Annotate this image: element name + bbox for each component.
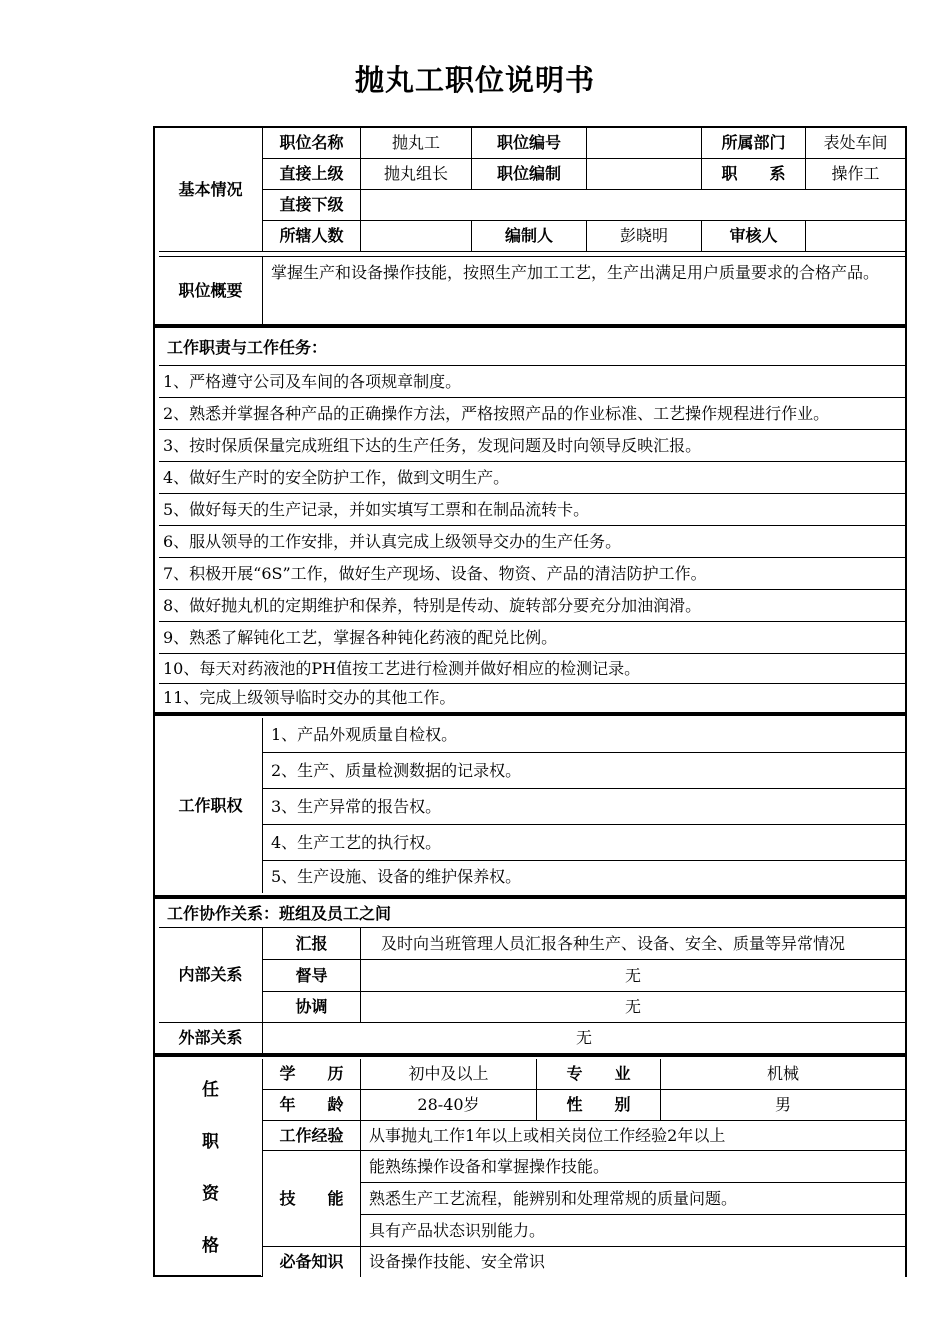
skill-item-1: 能熟练操作设备和掌握操作技能。 (361, 1151, 905, 1183)
authority-table (153, 714, 907, 897)
coordinate-text: 无 (361, 992, 905, 1023)
qualification-label (159, 1059, 263, 1277)
superior-label: 直接上级 (263, 159, 361, 190)
department-value: 表处车间 (806, 128, 905, 159)
duty-item-10: 10、每天对药液池的PH值按工艺进行检测并做好相应的检测记录。 (159, 654, 905, 684)
major-label: 专 业 (537, 1059, 661, 1090)
report-label: 汇报 (263, 928, 361, 960)
staffing-label: 职位编制 (472, 159, 587, 190)
duty-item-6: 6、服从领导的工作安排，并认真完成上级领导交办的生产任务。 (159, 526, 905, 558)
gender-value: 男 (661, 1090, 905, 1121)
external-relation-text: 无 (575, 1028, 592, 1047)
major-value: 机械 (661, 1059, 905, 1090)
position-name-label: 职位名称 (263, 128, 361, 159)
reviewer-label: 审核人 (702, 221, 806, 252)
basic-info-table (153, 126, 907, 326)
series-label: 职 系 (702, 159, 806, 190)
qualification-label-char-2: 职 (202, 1131, 219, 1152)
duties-header: 工作职责与工作任务： (159, 330, 905, 366)
subordinate-label: 直接下级 (263, 190, 361, 221)
knowledge-label: 必备知识 (263, 1247, 361, 1277)
superior-value: 抛丸组长 (361, 159, 472, 190)
gender-label: 性 别 (537, 1090, 661, 1121)
duty-item-4: 4、做好生产时的安全防护工作，做到文明生产。 (159, 462, 905, 494)
cooperation-table (153, 897, 907, 1055)
reviewer-value (806, 221, 905, 252)
external-relation-label: 外部关系 (159, 1023, 263, 1053)
series-value: 操作工 (806, 159, 905, 190)
supervise-text: 无 (361, 960, 905, 992)
author-value: 彭晓明 (587, 221, 702, 252)
internal-relation-label: 内部关系 (159, 928, 263, 1023)
duty-item-9: 9、熟悉了解钝化工艺，掌握各种钝化药液的配兑比例。 (159, 622, 905, 654)
age-value: 28-40岁 (361, 1090, 537, 1121)
knowledge-value: 设备操作技能、安全常识 (369, 1252, 546, 1271)
experience-value: 从事抛丸工作1年以上或相关岗位工作经验2年以上 (361, 1121, 905, 1151)
experience-label: 工作经验 (263, 1121, 361, 1151)
position-code-label: 职位编号 (472, 128, 587, 159)
overview-label: 职位概要 (159, 256, 263, 324)
report-text: 及时向当班管理人员汇报各种生产、设备、安全、质量等异常情况 (361, 928, 905, 960)
education-value: 初中及以上 (361, 1059, 537, 1090)
authority-item-5: 5、生产设施、设备的维护保养权。 (271, 867, 522, 886)
position-code-value (587, 128, 702, 159)
coordinate-label: 协调 (263, 992, 361, 1023)
duty-item-3: 3、按时保质保量完成班组下达的生产任务，发现问题及时向领导反映汇报。 (159, 430, 905, 462)
overview-text: 掌握生产和设备操作技能，按照生产加工工艺，生产出满足用户质量要求的合格产品。 (263, 256, 905, 324)
duty-item-1: 1、严格遵守公司及车间的各项规章制度。 (159, 366, 905, 398)
skills-label: 技 能 (263, 1151, 361, 1247)
qualification-table (153, 1055, 907, 1277)
document-title: 抛丸工职位说明书 (354, 63, 595, 97)
author-label: 编制人 (472, 221, 587, 252)
authority-item-1: 1、产品外观质量自检权。 (263, 718, 905, 753)
headcount-label: 所辖人数 (263, 221, 361, 252)
staffing-value (587, 159, 702, 190)
duty-item-2: 2、熟悉并掌握各种产品的正确操作方法，严格按照产品的作业标准、工艺操作规程进行作业。 (159, 398, 905, 430)
qualification-label-char-3: 资 (202, 1183, 219, 1204)
authority-label: 工作职权 (159, 718, 263, 893)
authority-item-2: 2、生产、质量检测数据的记录权。 (263, 753, 905, 789)
duty-item-7: 7、积极开展“6S”工作，做好生产现场、设备、物资、产品的清洁防护工作。 (159, 558, 905, 590)
headcount-value (361, 221, 472, 252)
duty-item-8: 8、做好抛丸机的定期维护和保养，特别是传动、旋转部分要充分加油润滑。 (159, 590, 905, 622)
authority-item-4: 4、生产工艺的执行权。 (263, 825, 905, 861)
skill-item-2: 熟悉生产工艺流程，能辨别和处理常规的质量问题。 (361, 1183, 905, 1215)
department-label: 所属部门 (702, 128, 806, 159)
age-label: 年 龄 (263, 1090, 361, 1121)
skill-item-3: 具有产品状态识别能力。 (361, 1215, 905, 1247)
cooperation-header: 工作协作关系：班组及员工之间 (159, 901, 905, 928)
authority-item-3: 3、生产异常的报告权。 (263, 789, 905, 825)
duty-item-5: 5、做好每天的生产记录，并如实填写工票和在制品流转卡。 (159, 494, 905, 526)
qualification-label-char-4: 格 (202, 1235, 219, 1256)
qualification-label-bottom-rule (155, 1275, 261, 1277)
supervise-label: 督导 (263, 960, 361, 992)
position-name-value: 抛丸工 (361, 128, 472, 159)
subordinate-value (361, 190, 905, 221)
qualification-label-char-1: 任 (202, 1079, 219, 1100)
duty-item-11: 11、完成上级领导临时交办的其他工作。 (163, 688, 456, 707)
basic-info-section-label: 基本情况 (159, 128, 263, 252)
education-label: 学 历 (263, 1059, 361, 1090)
duties-table (153, 326, 907, 714)
